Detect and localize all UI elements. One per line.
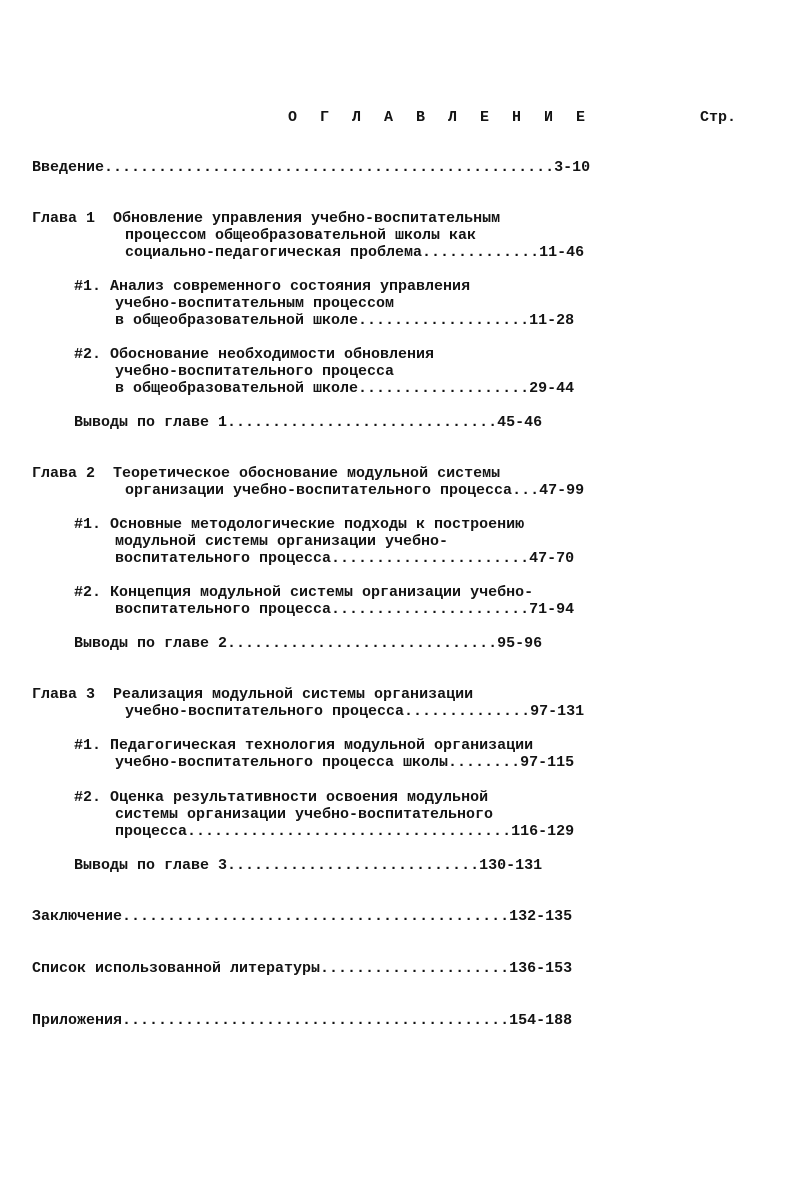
toc-ch3-section-1-line-1: #1. Педагогическая технология модульной организации <box>74 737 534 754</box>
toc-chapter-3-line-1: Глава 3 Реализация модульной системы организации <box>32 686 474 703</box>
toc-ch1-section-1-line-2: учебно-воспитательным процессом <box>115 295 395 312</box>
toc-entry-intro: Введение..................................................3-10 <box>32 159 591 176</box>
toc-ch1-conclusions: Выводы по главе 1..............................45-46 <box>74 414 543 431</box>
toc-ch3-section-2-line-2: системы организации учебно-воспитательного <box>115 806 494 823</box>
toc-ch3-section-2-line-3: процесса....................................116-129 <box>115 823 575 840</box>
toc-ch2-section-1-line-3: воспитательного процесса......................47-70 <box>115 550 575 567</box>
toc-entry-appendices: Приложения...........................................154-188 <box>32 1012 573 1029</box>
toc-ch1-section-2-line-1: #2. Обоснование необходимости обновления <box>74 346 435 363</box>
toc-ch3-conclusions: Выводы по главе 3............................130-131 <box>74 857 543 874</box>
toc-chapter-2-line-2: организации учебно-воспитательного процесса...47-99 <box>125 482 585 499</box>
toc-chapter-1-line-3: социально-педагогическая проблема.............11-46 <box>125 244 585 261</box>
toc-chapter-1-line-2: процессом общеобразовательной школы как <box>125 227 477 244</box>
toc-ch3-section-2-line-1: #2. Оценка результативности освоения модульной <box>74 789 489 806</box>
toc-ch1-section-1-line-3: в общеобразовательной школе...................11-28 <box>115 312 575 329</box>
toc-ch2-section-1-line-2: модульной системы организации учебно- <box>115 533 449 550</box>
toc-title: О Г Л А В Л Е Н И Е <box>288 109 593 126</box>
toc-entry-conclusion: Заключение...........................................132-135 <box>32 908 573 925</box>
toc-chapter-3-line-2: учебно-воспитательного процесса..............97-131 <box>125 703 585 720</box>
toc-ch1-section-1-line-1: #1. Анализ современного состояния управления <box>74 278 471 295</box>
page-column-label: Стр. <box>700 109 737 126</box>
toc-ch2-section-1-line-1: #1. Основные методологические подходы к построению <box>74 516 525 533</box>
toc-ch1-section-2-line-2: учебно-воспитательного процесса <box>115 363 395 380</box>
toc-ch2-conclusions: Выводы по главе 2..............................95-96 <box>74 635 543 652</box>
toc-entry-references: Список использованной литературы.....................136-153 <box>32 960 573 977</box>
toc-chapter-2-line-1: Глава 2 Теоретическое обоснование модульной системы <box>32 465 501 482</box>
toc-ch1-section-2-line-3: в общеобразовательной школе...................29-44 <box>115 380 575 397</box>
toc-ch3-section-1-line-2: учебно-воспитательного процесса школы........97-115 <box>115 754 575 771</box>
toc-ch2-section-2-line-1: #2. Концепция модульной системы организации учебно- <box>74 584 534 601</box>
toc-chapter-1-line-1: Глава 1 Обновление управления учебно-воспитательным <box>32 210 501 227</box>
toc-ch2-section-2-line-2: воспитательного процесса......................71-94 <box>115 601 575 618</box>
